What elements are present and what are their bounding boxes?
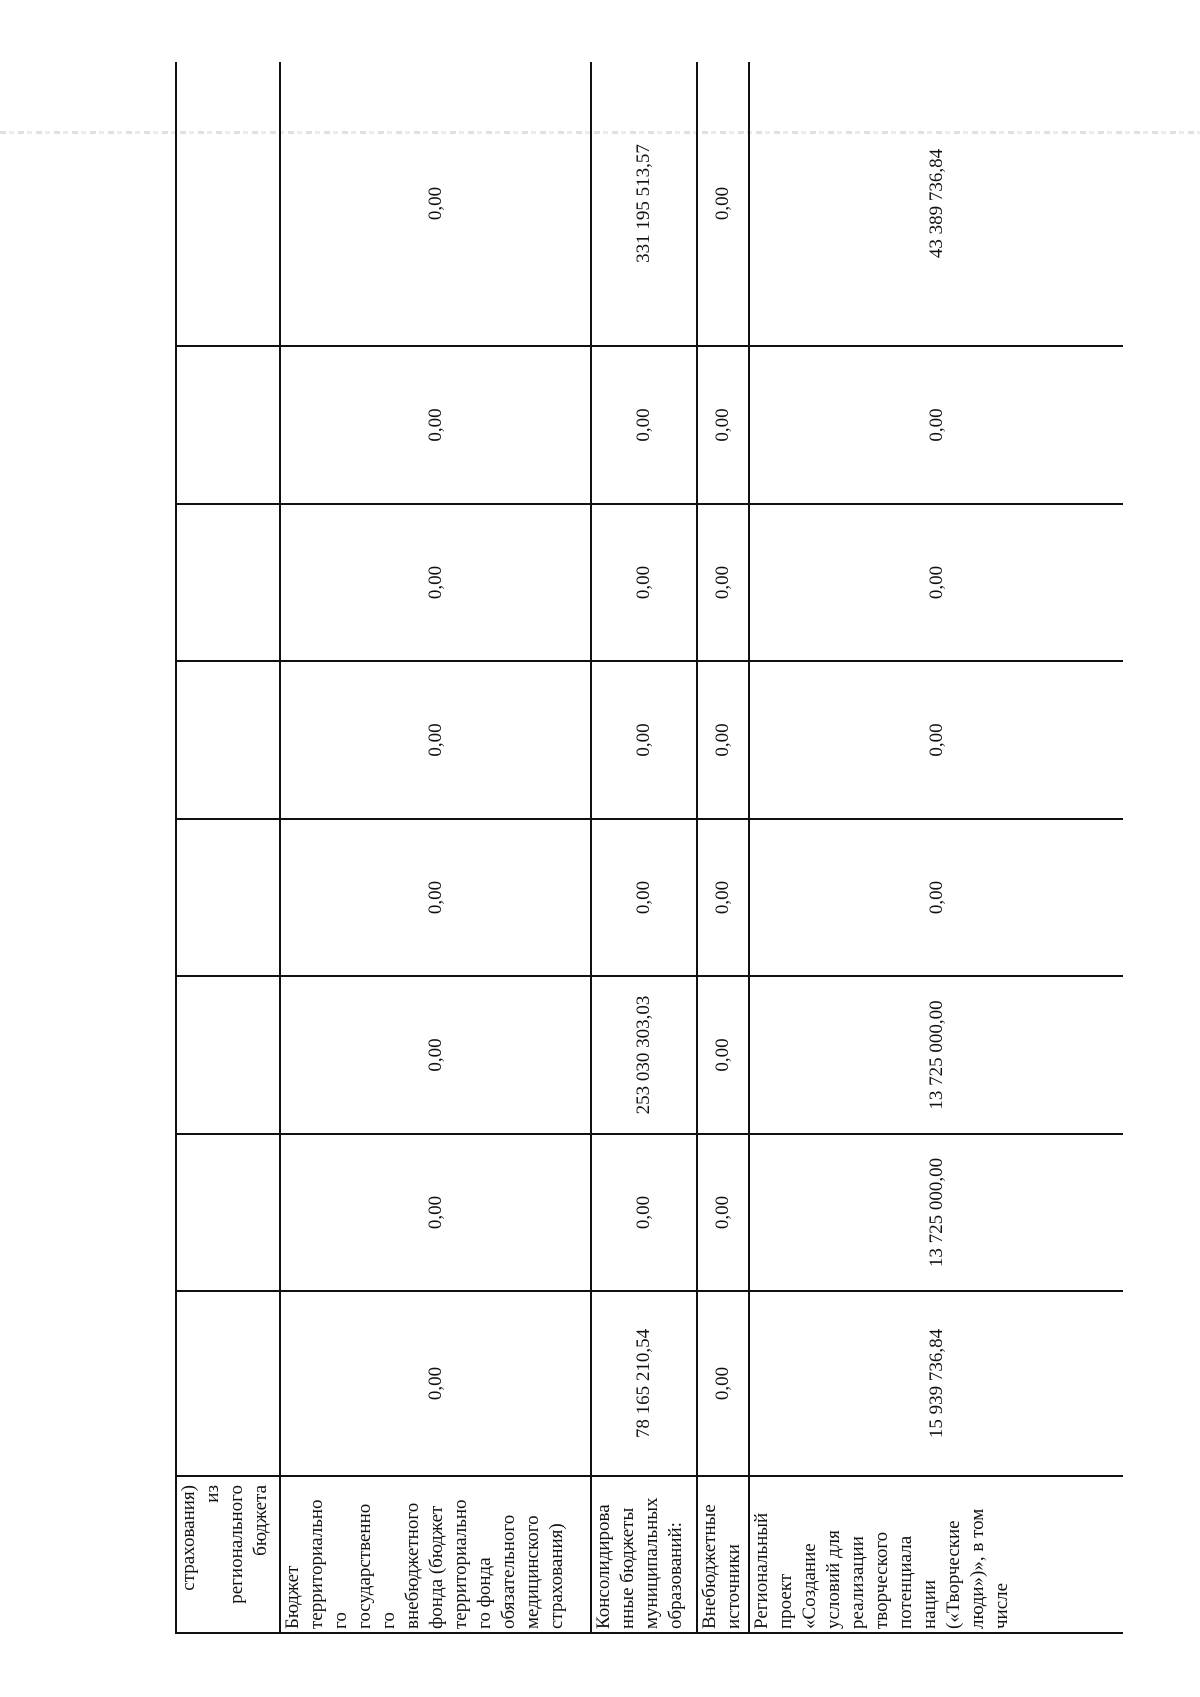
value-cell: 0,00	[591, 819, 697, 976]
value-cell: 0,00	[697, 976, 749, 1134]
row-label-line: Консолидирова	[593, 1504, 614, 1629]
value-cell	[176, 504, 280, 661]
table-row	[749, 62, 1123, 1633]
row-label-line: источники	[723, 1544, 744, 1629]
row-label-line: территориально	[450, 1499, 471, 1629]
row-label	[697, 1476, 749, 1633]
value-cell: 0,00	[697, 62, 749, 346]
value-cell: 253 030 303,03	[591, 976, 697, 1134]
table-row	[280, 62, 591, 1633]
row-label-line: люди»)», в том	[967, 1508, 988, 1629]
row-label-line: обязательного	[498, 1514, 519, 1629]
value-cell	[176, 661, 280, 819]
rotated-page	[175, 62, 1123, 1634]
value-cell: 0,00	[280, 1134, 591, 1291]
value-cell: 0,00	[697, 819, 749, 976]
row-label-line: реализации	[847, 1536, 868, 1629]
row-label-line: проект	[775, 1573, 796, 1629]
value-cell: 331 195 513,57	[591, 62, 697, 346]
row-label-line: творческого	[871, 1531, 892, 1629]
value-cell: 0,00	[697, 1134, 749, 1291]
row-label-line: го фонда	[474, 1557, 495, 1629]
row-label-line: («Творческие	[943, 1520, 964, 1629]
row-label-line: муниципальных	[641, 1497, 662, 1629]
value-cell: 0,00	[749, 819, 1123, 976]
value-cell	[176, 976, 280, 1134]
value-cell: 0,00	[749, 346, 1123, 504]
row-label-line: Внебюджетные	[699, 1504, 720, 1629]
value-cell: 78 165 210,54	[591, 1291, 697, 1476]
row-label-line: нные бюджеты	[617, 1507, 638, 1629]
row-label-line: «Создание	[799, 1543, 820, 1629]
row-label-line: го	[378, 1612, 399, 1629]
row-label-line: фонда (бюджет	[426, 1505, 447, 1629]
value-cell: 0,00	[280, 1291, 591, 1476]
value-cell	[176, 1291, 280, 1476]
value-cell: 43 389 736,84	[749, 62, 1123, 346]
row-label-line: бюджета	[250, 1485, 271, 1556]
row-label-line: государственно	[354, 1503, 375, 1629]
row-label-line: территориально	[306, 1499, 327, 1629]
value-cell: 13 725 000,00	[749, 976, 1123, 1134]
row-label-line: регионального	[226, 1485, 247, 1604]
table-container	[175, 62, 1123, 1634]
table-row	[697, 62, 749, 1633]
row-label-line: Бюджет	[282, 1565, 303, 1629]
value-cell: 0,00	[697, 661, 749, 819]
row-label	[176, 1476, 280, 1633]
value-cell: 0,00	[749, 661, 1123, 819]
row-label-line: Региональный	[751, 1512, 772, 1629]
value-cell	[176, 62, 280, 346]
value-cell: 0,00	[591, 346, 697, 504]
value-cell: 0,00	[749, 504, 1123, 661]
value-cell	[176, 819, 280, 976]
row-label-line: страхования)	[546, 1523, 567, 1629]
row-label-line: внебюджетного	[402, 1502, 423, 1629]
table-row	[591, 62, 697, 1633]
value-cell: 0,00	[280, 976, 591, 1134]
row-label-line: потенциала	[895, 1535, 916, 1629]
row-label	[749, 1476, 1123, 1633]
row-label	[280, 1476, 591, 1633]
row-label-line: нации	[919, 1579, 940, 1629]
row-label-line: медицинского	[522, 1515, 543, 1629]
row-label-line: числе	[991, 1582, 1012, 1629]
value-cell	[176, 1134, 280, 1291]
value-cell: 13 725 000,00	[749, 1134, 1123, 1291]
value-cell: 15 939 736,84	[749, 1291, 1123, 1476]
value-cell: 0,00	[591, 504, 697, 661]
row-label-line: из	[202, 1485, 223, 1503]
value-cell: 0,00	[591, 1134, 697, 1291]
row-label-line: го	[330, 1612, 351, 1629]
budget-table	[175, 62, 1123, 1634]
value-cell: 0,00	[697, 1291, 749, 1476]
value-cell: 0,00	[280, 62, 591, 346]
row-label-line: страхования)	[178, 1485, 199, 1591]
row-label-line: образований:	[665, 1522, 686, 1629]
value-cell: 0,00	[697, 504, 749, 661]
value-cell: 0,00	[280, 819, 591, 976]
value-cell	[176, 346, 280, 504]
row-label-line: условий для	[823, 1530, 844, 1629]
value-cell: 0,00	[280, 661, 591, 819]
value-cell: 0,00	[280, 504, 591, 661]
value-cell: 0,00	[697, 346, 749, 504]
row-label	[591, 1476, 697, 1633]
value-cell: 0,00	[280, 346, 591, 504]
value-cell: 0,00	[591, 661, 697, 819]
table-row	[176, 62, 280, 1633]
